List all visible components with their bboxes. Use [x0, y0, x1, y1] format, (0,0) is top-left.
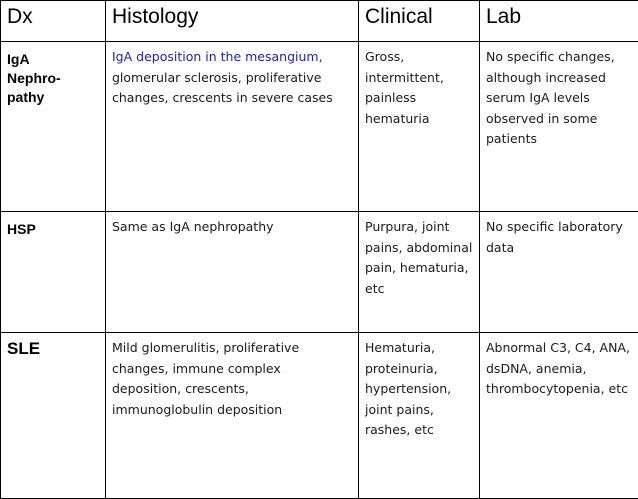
dx-cell: HSP: [1, 212, 106, 333]
lab-cell: No specific changes, although increased serum IgA levels observed in some patients: [480, 42, 638, 212]
header-dx: Dx: [1, 1, 106, 42]
clinical-cell: Purpura, joint pains, abdominal pain, hematuria, etc: [359, 212, 480, 333]
table-row: [1, 333, 638, 499]
histology-highlight: IgA deposition in the mesangium,: [112, 49, 323, 64]
dx-iga-line-3: pathy: [7, 88, 99, 107]
header-clinical: Clinical: [359, 1, 480, 42]
lab-cell: No specific laboratory data: [480, 212, 638, 333]
table-row: [1, 42, 638, 212]
header-lab: Lab: [480, 1, 638, 42]
lab-cell: Abnormal C3, C4, ANA, dsDNA, anemia, thrombocytopenia, etc: [480, 333, 638, 499]
header-histology: Histology: [106, 1, 359, 42]
clinical-cell: Hematuria, proteinuria, hypertension, joint pains, rashes, etc: [359, 333, 480, 499]
dx-cell: SLE: [1, 333, 106, 499]
histology-cell: Same as IgA nephropathy: [106, 212, 359, 333]
header-row: [1, 1, 638, 42]
histology-cell: [106, 42, 359, 212]
histology-cell: Mild glomerulitis, proliferative changes, immune complex deposition, crescents, immunoglobulin deposition: [106, 333, 359, 499]
dx-iga-line-2: Nephro-: [7, 69, 99, 88]
histology-text: glomerular sclerosis, proliferative changes, crescents in severe cases: [112, 70, 333, 106]
clinical-cell: Gross, intermittent, painless hematuria: [359, 42, 480, 212]
dx-cell: [1, 42, 106, 212]
dx-iga-line-1: IgA: [7, 50, 99, 69]
table-row: [1, 212, 638, 333]
